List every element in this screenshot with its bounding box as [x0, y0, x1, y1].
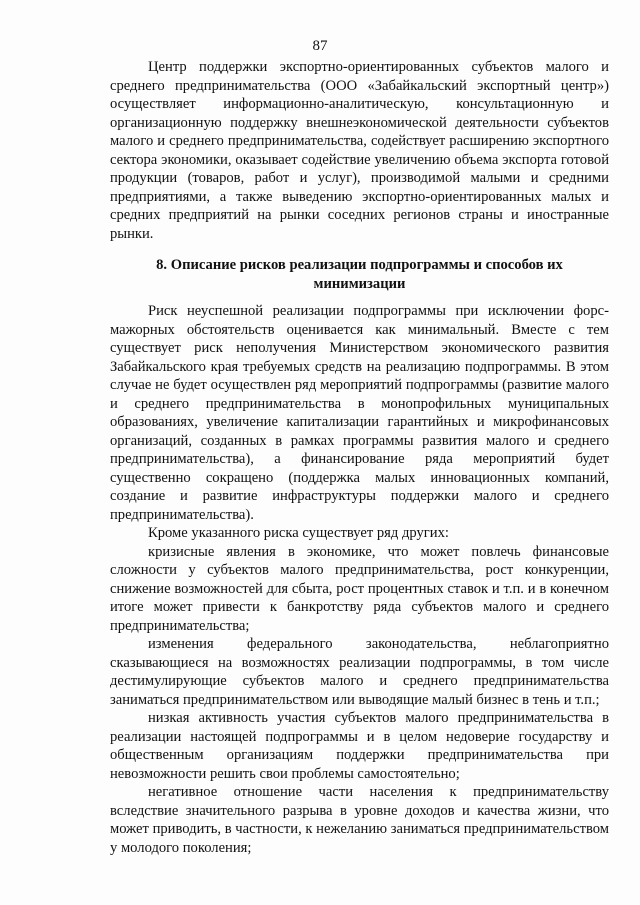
- body-paragraph: Риск неуспешной реализации подпрограммы при исключении форс-мажорных обстоятельств оценивается как минимальный. Вместе с тем существует риск неполучения Министерством экономического развития Забайкальского края требуемых средств на реализацию подпрограммы. В этом случае не будет осуществлен ряд мероприятий подпрограммы (развитие малого и среднего предпринимательства в монопрофильных муниципальных образованиях, увеличение капитализации гарантийных и микрофинансовых организаций, созданных в рамках программы развития малого и среднего предпринимательства), а финансирование ряда мероприятий будет существенно сокращено (поддержка малых инновационных компаний, создание и развитие инфраструктуры поддержки малого и среднего предпринимательства).: [110, 303, 609, 523]
- risk-section-body: [110, 302, 609, 857]
- body-paragraph: низкая активность участия субъектов малого предпринимательства в реализации настоящей подпрограммы и в целом недоверие государству и общественным организациям поддержки предпринимательства при невозможности решить свои проблемы самостоятельно;: [110, 710, 609, 782]
- section-title: 8. Описание рисков реализации подпрограммы и способов их минимизации: [156, 257, 563, 292]
- intro-paragraph: Центр поддержки экспортно-ориентированных субъектов малого и среднего предпринимательства (ООО «Забайкальский экспортный центр») осуществляет информационно-аналитическую, консультационную и организационную поддержку внешнеэкономической деятельности субъектов малого и среднего предпринимательства, содействует расширению экспортного сектора экономики, оказывает содействие увеличению объема экспорта готовой продукции (товаров, работ и услуг), производимой малыми и средними предприятиями, а также выведению экспортно-ориентированных малых и средних предприятий на рынки соседних регионов страны и иностранные рынки.: [110, 59, 609, 242]
- body-paragraph: Кроме указанного риска существует ряд других:: [148, 525, 449, 541]
- body-paragraph: кризисные явления в экономике, что может повлечь финансовые сложности у субъектов малого предпринимательства, рост конкуренции, снижение возможностей для сбыта, рост процентных ставок и т.п. и в конечном итоге может привести к банкротству ряда субъектов малого и среднего предпринимательства;: [110, 543, 609, 634]
- page-number: 87: [312, 38, 328, 54]
- intro-section: [110, 58, 609, 243]
- body-paragraph: изменения федерального законодательства, неблагоприятно сказывающиеся на возможностях реализации подпрограммы, в том числе дестимулирующие субъектов малого и среднего предпринимательства заниматься предпринимательством или выводящие малый бизнес в тень и т.п.;: [110, 636, 609, 708]
- body-paragraph: негативное отношение части населения к предпринимательству вследствие значительного разрыва в уровне доходов и качества жизни, что может приводить, в частности, к нежеланию заниматься предпринимательством у молодого поколения;: [110, 784, 609, 856]
